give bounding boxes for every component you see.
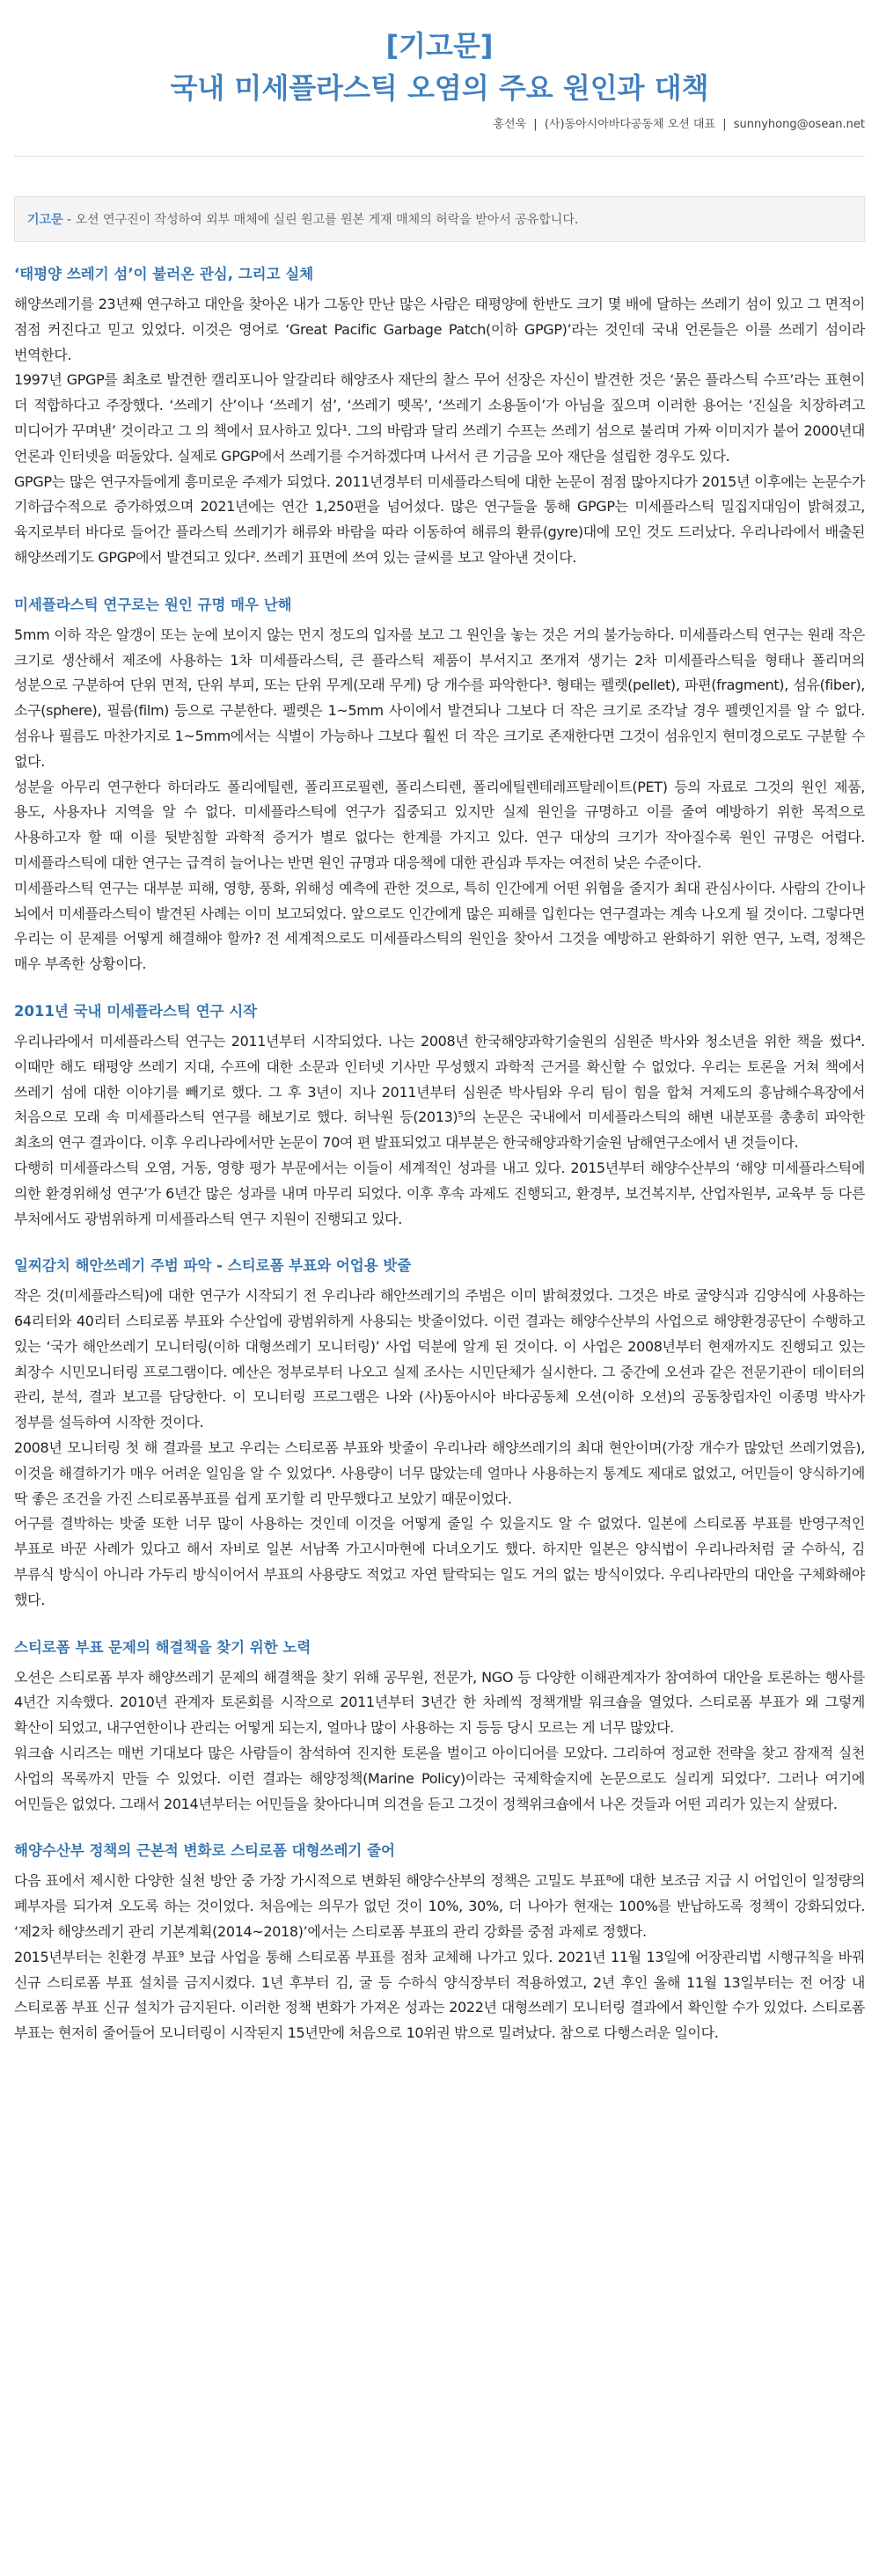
body-paragraph: 해양쓰레기를 23년째 연구하고 대안을 찾아온 내가 그동안 만난 많은 사람은 태평양에 한반도 크기 몇 배에 달하는 쓰레기 섬이 있고 그 면적이 점점 커진다고 믿고 있었다. 이것은 영어로 ‘Great Pacific Garbage Patch(이하 GPGP)’라는 것인데 국내 언론들은 이를 쓰레기 섬이라 번역한다. <box>14 296 865 363</box>
body-paragraph: 오션은 스티로폼 부자 해양쓰레기 문제의 해결책을 찾기 위해 공무원, 전문가, NGO 등 다양한 이해관계자가 참여하여 대안을 토론하는 행사를 4년간 지속했다. 2010년 관계자 토론회를 시작으로 2011년부터 3년간 한 차례씩 정책개발 워크숍을 열었다. 스티로폼 부표가 왜 그렇게 확산이 되었고, 내구연한이나 관리는 어떻게 되는지, 얼마나 많이 사용하는 지 등등 당시 모르는 게 너무 많았다. <box>14 1668 865 1737</box>
header-divider <box>14 156 865 157</box>
body-paragraph: 다행히 미세플라스틱 오염, 거동, 영향 평가 부문에서는 이들이 세계적인 성과를 내고 있다. 2015년부터 해양수산부의 ‘해양 미세플라스틱에 의한 환경위해성 연구’가 6년간 많은 성과를 내며 마무리 되었다. 이후 후속 과제도 진행되고, 환경부, 보건복지부, 산업자원부, 교육부 등 다른 부처에서도 광범위하게 미세플라스틱 연구 지원이 진행되고 있다. <box>14 1159 865 1227</box>
body-paragraph: 2008년 모니터링 첫 해 결과를 보고 우리는 스티로폼 부표와 밧줄이 우리나라 해양쓰레기의 최대 현안이며(가장 개수가 많았던 쓰레기였음), 이것을 해결하기가 매우 어려운 일임을 알 수 있었다⁶. 사용량이 너무 많았는데 얼마나 사용하는지 통계도 제대로 없었고, 어민들이 양식하기에 딱 좋은 조건을 가진 스티로폼부표를 쉽게 포기할 리 만무했다고 보았기 때문이었다. <box>14 1439 865 1507</box>
byline-separator: | <box>722 118 727 131</box>
body-paragraph: 성분을 아무리 연구한다 하더라도 폴리에틸렌, 폴리프로필렌, 폴리스티렌, 폴리에틸렌테레프탈레이트(PET) 등의 자료로 그것의 원인 제품, 용도, 사용자나 지역을 알 수 없다. 미세플라스틱에 연구가 집중되고 있지만 실제 원인을 규명하고 이를 줄여 예방하기 위한 목적으로 사용하고자 할 때 이를 뒷받침할 과학적 증거가 별로 없다는 한계를 가지고 있다. 연구 대상의 크기가 작아질수록 원인 규명은 어렵다. 미세플라스틱에 대한 연구는 급격히 늘어나는 반면 원인 규명과 대응책에 대한 관심과 투자는 여전히 낮은 수준이다. <box>14 778 865 871</box>
article-header <box>14 0 865 131</box>
section-heading: 해양수산부 정책의 근본적 변화로 스티로폼 대형쓰레기 줄어 <box>14 1842 395 1860</box>
article-title: 국내 미세플라스틱 오염의 주요 원인과 대책 <box>170 71 709 105</box>
body-paragraph: 우리나라에서 미세플라스틱 연구는 2011년부터 시작되었다. 나는 2008년 한국해양과학기술원의 심원준 박사와 청소년을 위한 책을 썼다⁴. 이때만 해도 태평양 쓰레기 지대, 수프에 대한 소문과 인터넷 기사만 무성했지 과학적 근거를 확신할 수 없었다. 우리는 토론을 거쳐 책에서 쓰레기 섬에 대한 이야기를 빼기로 했다. 그 후 3년이 지나 2011년부터 심원준 박사팀와 우리 팀이 힘을 합쳐 거제도의 흥남해수욕장에서 처음으로 모래 속 미세플라스틱 연구를 해보기로 했다. 허낙원 등(2013)⁵의 논문은 국내에서 미세플라스틱의 해변 내분포를 총총히 파악한 최초의 연구 결과이다. 이후 우리나라에서만 논문이 70여 편 발표되었고 대부분은 한국해양과학기술원 남해연구소에서 낸 것들이다. <box>14 1032 865 1152</box>
section-heading: 2011년 국내 미세플라스틱 연구 시작 <box>14 1002 258 1020</box>
notice-text: - 오션 연구진이 작성하여 외부 매체에 실린 원고를 원본 게재 매체의 허락을 받아서 공유합니다. <box>62 213 579 227</box>
body-paragraph: GPGP는 많은 연구자들에게 흥미로운 주제가 되었다. 2011년경부터 미세플라스틱에 대한 논문이 점점 많아지다가 2015년 이후에는 논문수가 기하급수적으로 증가하였으며 2021년에는 연간 1,250편을 넘어섰다. 많은 연구들을 통해 GPGP는 미세플라스틱 밀집지대임이 밝혀졌고, 육지로부터 바다로 들어간 플라스틱 쓰레기가 해류와 바람을 따라 이동하여 해류의 환류(gyre)대에 모인 것도 드러났다. 우리나라에서 배출된 해양쓰레기도 GPGP에서 발견되고 있다². 쓰레기 표면에 쓰여 있는 글씨를 보고 알아낸 것이다. <box>14 472 865 566</box>
body-paragraph: 다음 표에서 제시한 다양한 실천 방안 중 가장 가시적으로 변화된 해양수산부의 정책은 고밀도 부표⁸에 대한 보조금 지급 시 어업인이 일정량의 폐부자를 되가져 오도록 하는 것이었다. 처음에는 의무가 없던 것이 10%, 30%, 더 나아가 현재는 100%를 반납하도록 정책이 강화되었다. ‘제2차 해양쓰레기 관리 기본계획(2014~2018)’에서는 스티로폼 부표의 관리 강화를 중점 과제로 정했다. <box>14 1872 865 1941</box>
section-heading: 미세플라스틱 연구로는 원인 규명 매우 난해 <box>14 596 292 613</box>
section-heading: 스티로폼 부표 문제의 해결책을 찾기 위한 노력 <box>14 1638 311 1656</box>
section-heading: 일찌감치 해안쓰레기 주범 파악 - 스티로폼 부표와 어업용 밧줄 <box>14 1257 412 1275</box>
body-paragraph: 작은 것(미세플라스틱)에 대한 연구가 시작되기 전 우리나라 해안쓰레기의 주범은 이미 밝혀졌었다. 그것은 바로 굴양식과 김양식에 사용하는 64리터와 40리터 스티로폼 부표와 수산업에 광범위하게 사용되는 밧줄이었다. 이런 결과는 해양수산부의 사업으로 해양환경공단이 수행하고 있는 ‘국가 해안쓰레기 모니터링(이하 대형쓰레기 모니터링)’ 사업 덕분에 알게 된 것이다. 이 사업은 2008년부터 현재까지도 진행되고 있는 최장수 시민모니터링 프로그램이다. 예산은 정부로부터 나오고 실제 조사는 시민단체가 실시한다. 그 중간에 오션과 같은 전문기관이 데이터의 관리, 분석, 결과 보고를 담당한다. 이 모니터링 프로그램은 나와 (사)동아시아 바다공동체 오션(이하 오션)의 공동창립자인 이종명 박사가 정부를 설득하여 시작한 것이다. <box>14 1287 865 1431</box>
article-section <box>14 1636 865 1818</box>
article-section <box>14 1000 865 1232</box>
article-section <box>14 1840 865 2046</box>
author-name: 홍선욱 <box>493 118 527 131</box>
section-heading: ‘태평양 쓰레기 섬’이 불러온 관심, 그리고 실체 <box>14 266 314 282</box>
notice-box <box>14 196 865 242</box>
notice-label: 기고문 <box>27 213 63 227</box>
author-affiliation: (사)동아시아바다공동체 오션 대표 <box>544 118 716 131</box>
body-paragraph: 어구를 결박하는 밧줄 또한 너무 많이 사용하는 것인데 이것을 어떻게 줄일 수 있을지도 알 수 없었다. 일본에 스티로폼 부표를 반영구적인 부표로 바꾼 사례가 있다고 해서 자비로 일본 서남쪽 가고시마현에 다녀오기도 했다. 하지만 일본은 양식법이 우리나라처럼 굴 수하식, 김 부류식 방식이 아니라 가두리 방식이어서 부표의 사용량도 적었고 자연 탈락되는 일도 거의 없는 방식이었다. 우리나라만의 대안을 구체화해야 했다. <box>14 1515 865 1608</box>
body-paragraph: 1997년 GPGP를 최초로 발견한 캘리포니아 알갈리타 해양조사 재단의 찰스 무어 선장은 자신이 발견한 것은 ‘묽은 플라스틱 수프’라는 표현이 더 적합하다고 주장했다. ‘쓰레기 산’이나 ‘쓰레기 섬’, ‘쓰레기 뗏목’, ‘쓰레기 소용돌이’가 아님을 짚으며 이러한 용어는 ‘진실을 치장하려고 미디어가 꾸며낸’ 것이라고 그 의 책에서 묘사하고 있다¹. 그의 바람과 달리 쓰레기 수프는 쓰레기 섬으로 불리며 가짜 이미지가 붙어 2000년대 언론과 인터넷을 떠돌았다. 실제로 GPGP에서 쓰레기를 수거하겠다며 나서서 큰 기금을 모아 재단을 설립한 경우도 있다. <box>14 371 865 465</box>
article-body <box>14 263 865 2046</box>
article-section <box>14 594 865 977</box>
body-paragraph: 미세플라스틱 연구는 대부분 피해, 영향, 풍화, 위해성 예측에 관한 것으로, 특히 인간에게 어떤 위협을 줄지가 최대 관심사이다. 사람의 간이나 뇌에서 미세플라스틱이 발견된 사례는 이미 보고되었다. 앞으로도 인간에게 많은 피해를 입힌다는 연구결과는 계속 나오게 될 것이다. 그렇다면 우리는 이 문제를 어떻게 해결해야 할까? 전 세계적으로도 미세플라스틱의 원인을 찾아서 그것을 예방하고 완화하기 위한 연구, 노력, 정책은 매우 부족한 상황이다. <box>14 879 865 973</box>
article-tag: [기고문] <box>385 29 494 62</box>
body-paragraph: 워크숍 시리즈는 매번 기대보다 많은 사람들이 참석하여 진지한 토론을 벌이고 아이디어를 모았다. 그리하여 정교한 전략을 찾고 잠재적 실천 사업의 목록까지 만들 수 있었다. 이런 결과는 해양정책(Marine Policy)이라는 국제학술지에 논문으로도 실리게 되었다⁷. 그러나 여기에 어민들은 없었다. 그래서 2014년부터는 어민들을 찾아다니며 의견을 듣고 그것이 정책위크숍에서 나온 것들과 어떤 괴리가 있는지 살폈다. <box>14 1745 865 1812</box>
byline <box>14 114 865 131</box>
article-section <box>14 1255 865 1613</box>
byline-separator: | <box>533 118 538 131</box>
body-paragraph: 2015년부터는 친환경 부표⁹ 보급 사업을 통해 스티로폼 부표를 점차 교체해 나가고 있다. 2021년 11월 13일에 어장관리법 시행규칙을 바꿔 신규 스티로폼 부표 설치를 금지시켰다. 1년 후부터 김, 굴 등 수하식 양식장부터 적용하였고, 2년 후인 올해 11월 13일부터는 전 어장 내 스티로폼 부표 신규 설치가 금지된다. 이러한 정책 변화가 가져온 성과는 2022년 대형쓰레기 모니터링 결과에서 확인할 수가 있었다. 스티로폼 부표는 현저히 줄어들어 모니터링이 시작된지 15년만에 처음으로 10위권 밖으로 밀려났다. 참으로 다행스러운 일이다. <box>14 1948 865 2042</box>
body-paragraph: 5mm 이하 작은 알갱이 또는 눈에 보이지 않는 먼지 정도의 입자를 보고 그 원인을 놓는 것은 거의 불가능하다. 미세플라스틱 연구는 원래 작은 크기로 생산해서 제조에 사용하는 1차 미세플라스틱, 큰 플라스틱 제품이 부서지고 쪼개져 생기는 2차 미세플라스틱을 형태나 폴리머의 성분으로 구분하여 단위 면적, 단위 부피, 또는 단위 무게(모래 무게) 당 개수를 파악한다³. 형태는 펠렛(pellet), 파편(fragment), 섬유(fiber), 소구(sphere), 필름(film) 등으로 구분한다. 펠렛은 1~5mm 사이에서 발견되나 그보다 더 작은 크기로 조각날 경우 펠렛인지를 알 수 없다. 섬유나 필름도 마찬가지로 1~5mm에서는 식별이 가능하나 그보다 훨씬 더 작은 크기로 존재한다면 그것이 섬유인지 현미경으로도 구분할 수 없다. <box>14 626 865 770</box>
article-section <box>14 263 865 571</box>
author-email: sunnyhong@osean.net <box>733 118 865 131</box>
